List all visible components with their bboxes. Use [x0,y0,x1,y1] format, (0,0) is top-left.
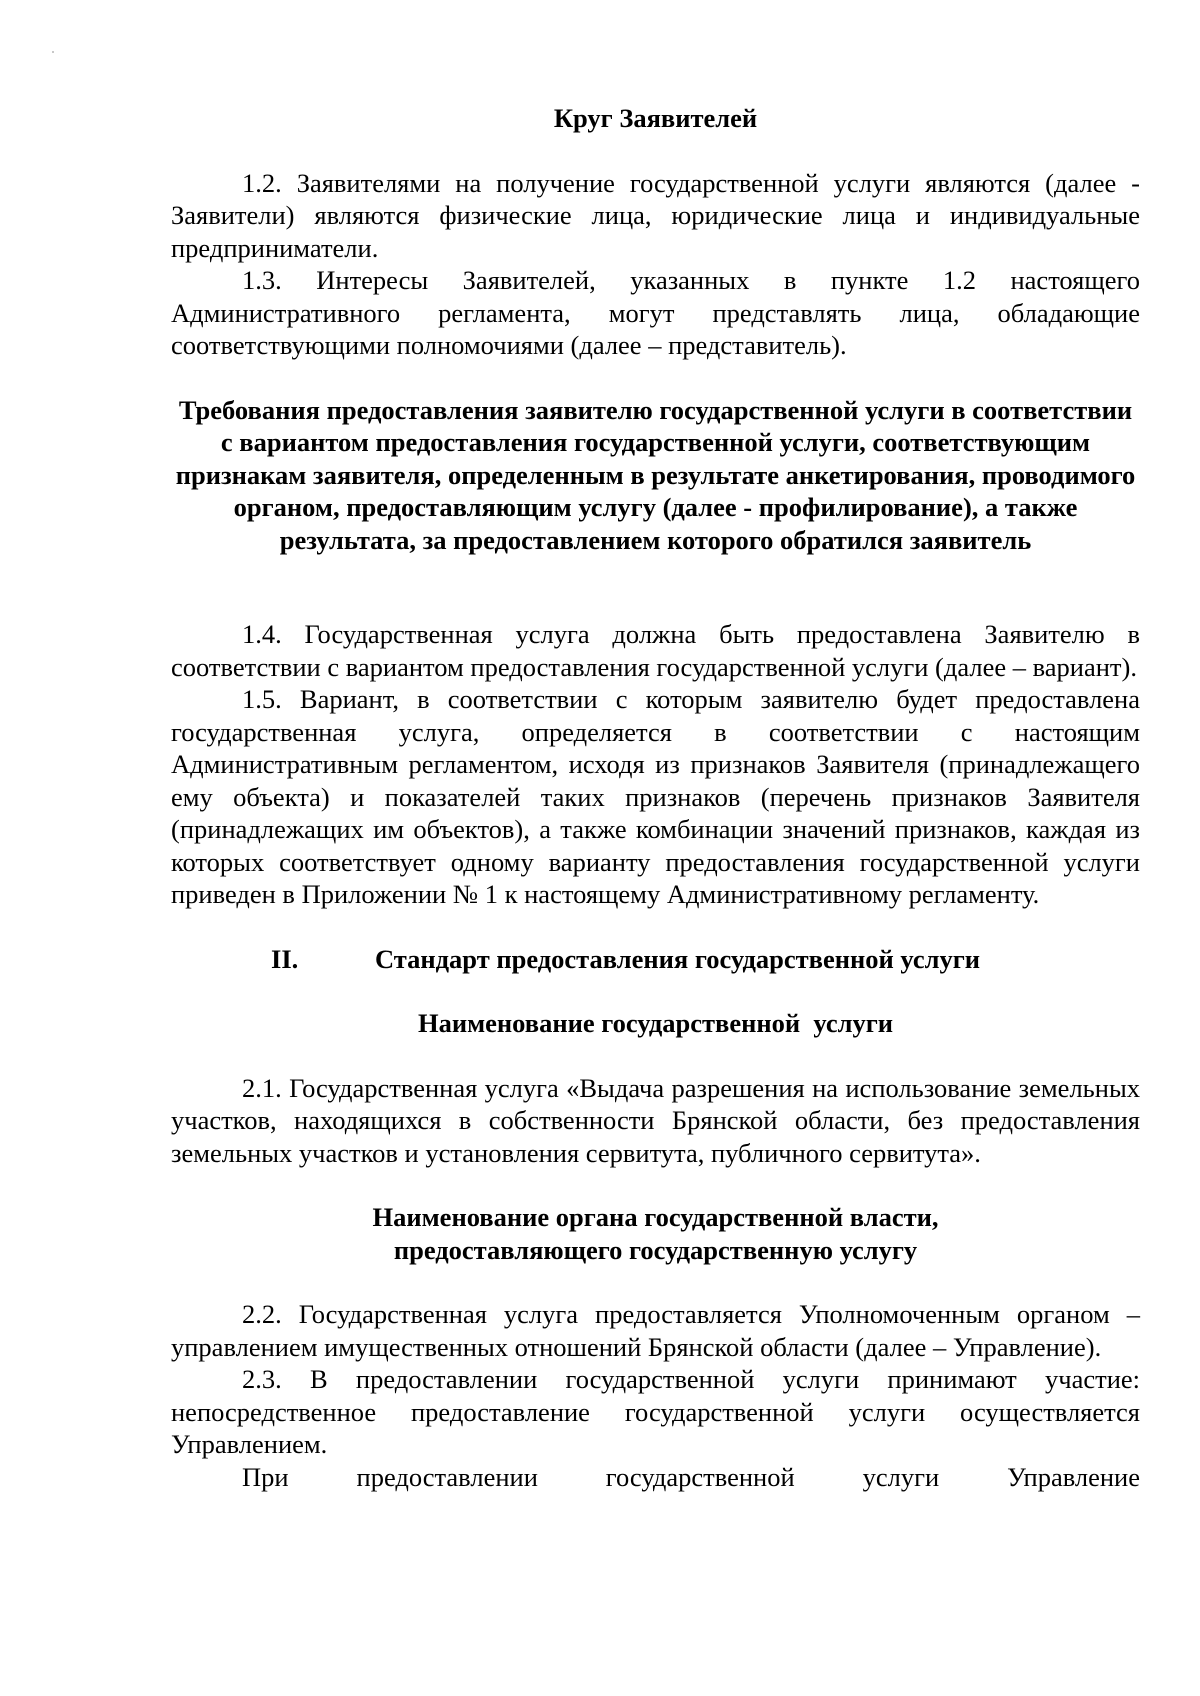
heading-applicants: Круг Заявителей [553,103,758,133]
paragraph-2-1: 2.1. Государственная услуга «Выдача разрешения на использование земельных участков, находящихся в собственности Брянской области, без предоставления земельных участков и установления сервитута, публичного сервитута». [171,1072,1140,1168]
section-title [171,943,1140,976]
scan-artifact [52,51,54,53]
section-number: II. [271,943,299,974]
paragraph-continued: При предоставлении государственной услуги Управление [242,1461,1140,1492]
heading-service-name: Наименование государственной услуги [417,1008,894,1038]
heading-authority-line-2: предоставляющего государственную услугу [393,1234,918,1265]
paragraph-2-3: 2.3. В предоставлении государственной услуги принимают участие: непосредственное предоставление государственной услуги осуществляется Управлением. [171,1364,1140,1459]
heading-authority-line-1: Наименование органа государственной власти, [372,1202,939,1232]
paragraph-1-4: 1.4. Государственная услуга должна быть предоставлена Заявителю в соответствии с вариантом предоставления государственной услуги (далее – вариант). [171,619,1140,682]
document-body [171,102,1140,1493]
paragraph-1-3: 1.3. Интересы Заявителей, указанных в пункте 1.2 настоящего Административного регламента, могут представлять лица, обладающие соответствующими полномочиями (далее – представитель). [171,265,1140,360]
heading-requirements: Требования предоставления заявителю государственной услуги в соответствии с вариантом предоставления государственной услуги, соответствующим признакам заявителя, определенным в результате анкетирования, проводимого органом, предоставляющим услугу (далее - профилирование), а также результата, за предоставлением которого обратился заявитель [175,394,1136,555]
paragraph-2-2: 2.2. Государственная услуга предоставляется Уполномоченным органом – управлением имущественных отношений Брянской области (далее – Управление). [171,1299,1140,1362]
paragraph-1-5: 1.5. Вариант, в соответствии с которым заявителю будет предоставлена государственная услуга, определяется в соответствии с настоящим Административным регламентом, исходя из признаков Заявителя (принадлежащего ему объекта) и показателей таких признаков (перечень признаков Заявителя (принадлежащих им объектов), а также комбинации значений признаков, каждая из которых соответствует одному варианту предоставления государственной услуги приведен в Приложении № 1 к настоящему Административному регламенту. [171,684,1140,909]
paragraph-1-2: 1.2. Заявителями на получение государственной услуги являются (далее - Заявители) являются физические лица, юридические лица и индивидуальные предприниматели. [171,167,1140,263]
section-title-text: Стандарт предоставления государственной услуги [375,943,981,974]
